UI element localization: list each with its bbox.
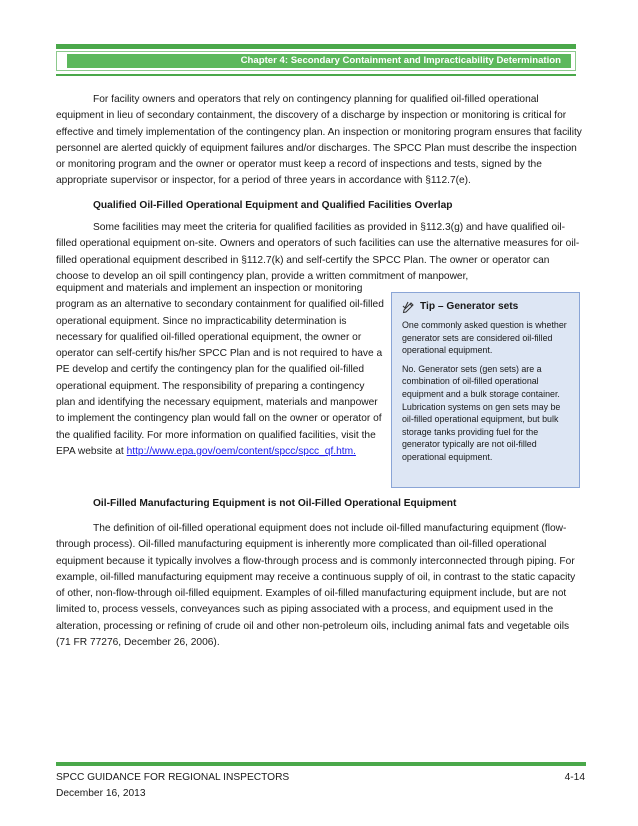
footer-doc-title: SPCC GUIDANCE FOR REGIONAL INSPECTORS [56,772,290,783]
tip-title [402,300,571,314]
header-bottom-rule [56,74,576,76]
tip-question: One commonly asked question is whether generator sets are considered oil-filled operational equipment. [402,320,567,356]
tip-title-text: Tip – Generator sets [420,301,519,312]
paragraph-qualified-facilities-continued [56,281,386,460]
tip-answer: No. Generator sets (gen sets) are a combination of oil-filled operational equipment and a bulk storage container. Lubrication systems on gen sets may be oil-filled operational equipment, but bulk storage tanks providing fuel for the generator typically are not oil-filled operational equipment. [402,363,561,462]
chapter-header-bar [56,51,576,71]
footer-date: December 16, 2013 [56,788,146,799]
header-top-rule [56,44,576,49]
paragraph-qualified-facilities: Some facilities may meet the criteria for qualified facilities as provided in §112.3(g) and have qualified oil-filled operational equipment on-site. Owners and operators of such facilities can use the alternative measures for oil-filled operational equipment described in §112.7(k) and self-certify the SPCC Plan. The owner or operator can choose to develop an oil spill contingency plan, provide a written commitment of manpower, [56,222,580,282]
section-heading-manufacturing-equipment: Oil-Filled Manufacturing Equipment is not Oil-Filled Operational Equipment [93,498,457,509]
footer-page-number: 4-14 [564,772,585,783]
epa-website-link[interactable]: http://www.epa.gov/oem/content/spcc/spcc_qf.htm. [126,445,356,457]
section-heading-qualified-overlap: Qualified Oil-Filled Operational Equipment and Qualified Facilities Overlap [93,200,453,211]
paragraph-manufacturing-equipment: The definition of oil-filled operational equipment does not include oil-filled manufacturing equipment (flow-through process). Oil-filled manufacturing equipment is inherently more complicated than oil-filled operational equipment because it typically involves a flow-through process and is commonly interconnected through piping. For example, oil-filled manufacturing equipment may receive a continuous supply of oil, in contrast to the static capacity of other, non-flow-through oil-filled equipment. Examples of oil-filled manufacturing equipment include, but are not limited to, process vessels, conveyances such as piping associated with a process, and equipment used in the alteration, processing or refining of crude oil and other non-petroleum oils, including animal fats and vegetable oils (71 FR 77276, December 26, 2006). [56,523,576,649]
chapter-title: Chapter 4: Secondary Containment and Impracticability Determination [67,54,571,68]
paragraph-inspection-monitoring: For facility owners and operators that rely on contingency planning for qualified oil-filled operational equipment in lieu of secondary containment, the discovery of a discharge by inspection or monitoring is critical for effective and timely implementation of the contingency plan. An inspection or monitoring program ensures that facility personnel are alerted quickly of equipment failures and/or discharges. The SPCC Plan must describe the inspection or monitoring program and the owner or operator must keep a record of inspections and tests, signed by the appropriate supervisor or inspector, for a period of three years in accordance with §112.7(e). [56,94,582,187]
tip-box-generator-sets [391,292,580,488]
footer-rule [56,762,586,766]
footer-left [56,770,289,802]
pencil-check-icon [402,300,416,314]
paragraph-continued-text: equipment and materials and implement an inspection or monitoring program as an alternative to secondary containment for qualified oil-filled operational equipment. Since no impracticability determination is necessary for qualified oil-filled operational equipment, the owner or operator can self-certify his/her SPCC Plan and is not required to have a PE develop and certify the contingency plan for the qualified oil-filled operational equipment. The responsibility of preparing a contingency plan and identifying the necessary equipment, materials and manpower to implement the contingency plan would fall on the owner or operator of the qualified facility. For more information on qualified facilities, visit the EPA website at [56,283,384,457]
